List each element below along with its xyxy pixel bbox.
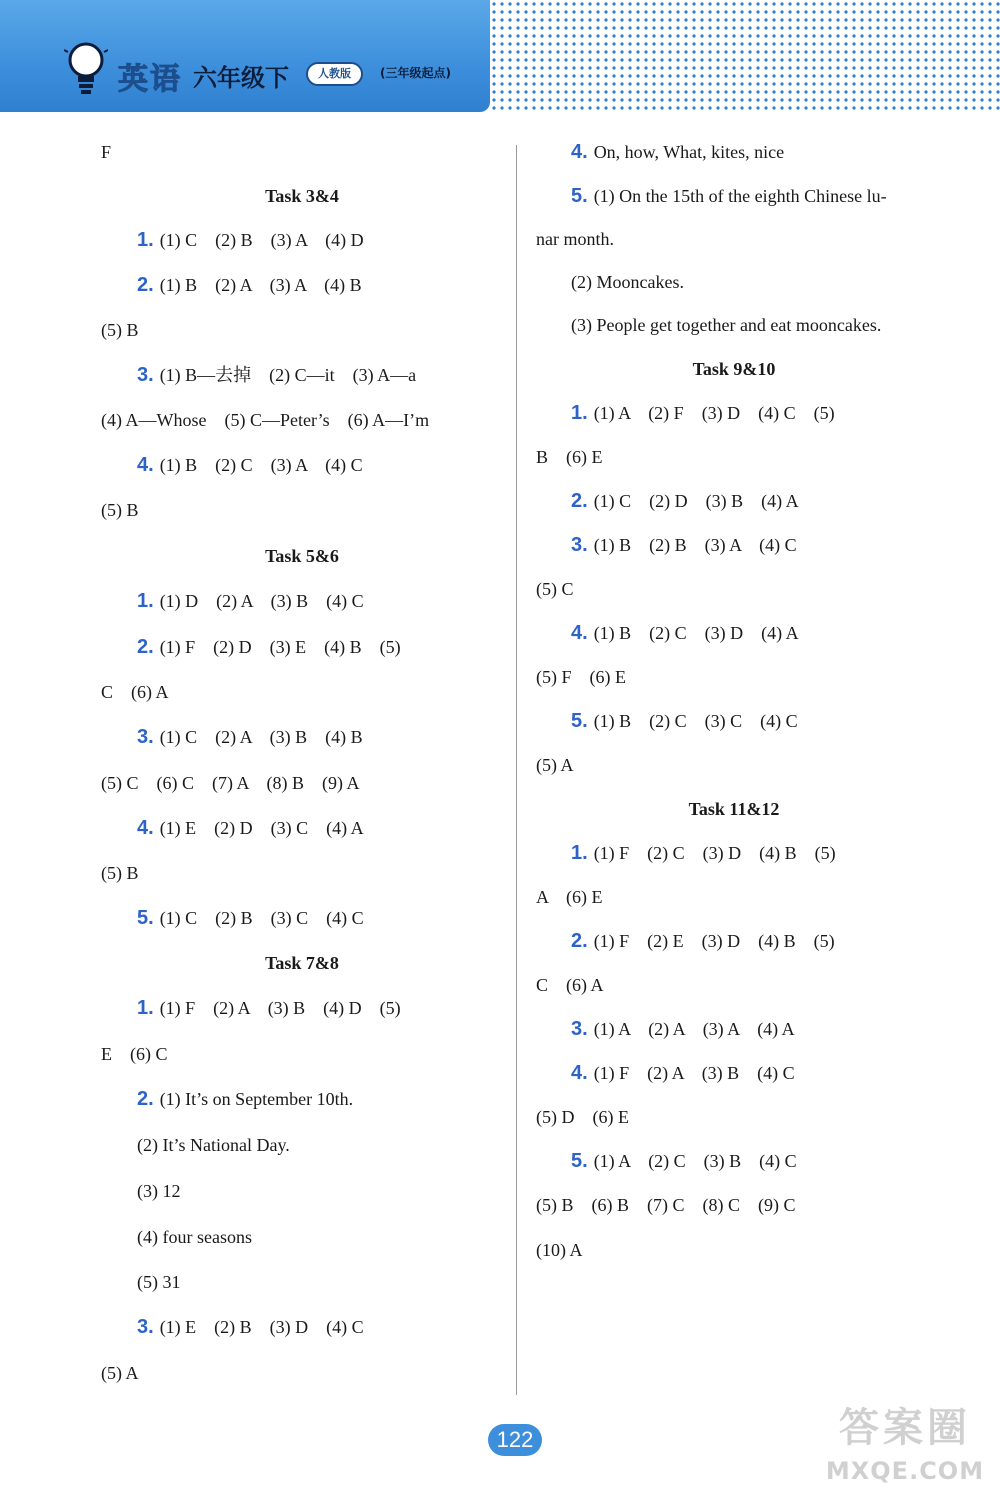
answer-line: (2) Mooncakes. xyxy=(571,272,684,292)
answer-line: (5) A xyxy=(536,755,574,775)
answer-line xyxy=(571,621,799,645)
question-number: 2. xyxy=(137,636,154,658)
edition-badge: 人教版 xyxy=(306,62,363,86)
answer-text: On, how, What, kites, nice xyxy=(593,142,785,162)
answer-line xyxy=(137,589,364,613)
task-heading: Task 11&12 xyxy=(688,799,780,819)
question-number: 2. xyxy=(571,490,588,512)
answer-line: B (6) E xyxy=(536,447,603,467)
dot-pattern xyxy=(490,0,1000,112)
answer-line: F xyxy=(101,142,112,162)
answer-line xyxy=(571,1061,795,1085)
answer-text: (1) C (2) B (3) A (4) D xyxy=(159,230,364,250)
answer-line xyxy=(571,841,836,865)
answer-text: (1) B (2) C (3) C (4) C xyxy=(593,711,798,731)
answer-line: (5) C (6) C (7) A (8) B (9) A xyxy=(101,773,360,793)
answer-text: (1) C (2) D (3) B (4) A xyxy=(593,491,799,511)
question-number: 5. xyxy=(137,907,154,929)
answer-line: (5) B xyxy=(101,863,139,883)
question-number: 3. xyxy=(137,726,154,748)
answer-line: C (6) A xyxy=(536,975,604,995)
watermark-logo-text: 答案圈 xyxy=(839,1405,971,1451)
question-number: 1. xyxy=(571,842,588,864)
answer-text: (1) F (2) A (3) B (4) C xyxy=(593,1063,795,1083)
answer-line: E (6) C xyxy=(101,1044,168,1064)
answer-line xyxy=(571,184,887,208)
question-number: 3. xyxy=(137,364,154,386)
answer-line: (4) four seasons xyxy=(137,1227,252,1247)
answer-text: (1) It’s on September 10th. xyxy=(159,1089,354,1109)
answer-text: (1) B (2) C (3) A (4) C xyxy=(159,455,363,475)
task-heading: Task 9&10 xyxy=(692,359,776,379)
answer-text: (1) A (2) C (3) B (4) C xyxy=(593,1151,797,1171)
question-number: 3. xyxy=(571,1018,588,1040)
answer-text: (1) A (2) A (3) A (4) A xyxy=(593,1019,795,1039)
answer-line xyxy=(137,453,363,477)
answer-line xyxy=(137,1315,364,1339)
answer-line: nar month. xyxy=(536,229,614,249)
question-number: 4. xyxy=(571,141,588,163)
answer-text: (1) E (2) B (3) D (4) C xyxy=(159,1317,364,1337)
answer-line xyxy=(137,906,364,930)
answer-line xyxy=(571,489,799,513)
answer-line: (10) A xyxy=(536,1240,583,1260)
answer-line xyxy=(571,533,797,557)
answer-line xyxy=(137,635,401,659)
answer-line xyxy=(571,401,835,425)
answer-line: (5) 31 xyxy=(137,1272,181,1292)
question-number: 3. xyxy=(137,1316,154,1338)
answer-line xyxy=(571,929,835,953)
watermark-url: MXQE.COM xyxy=(825,1457,985,1485)
answer-line: (5) A xyxy=(101,1363,139,1383)
column-divider xyxy=(516,145,517,1395)
watermark xyxy=(820,1400,990,1495)
task-heading: Task 3&4 xyxy=(265,186,339,206)
answer-line: (5) B (6) B (7) C (8) C (9) C xyxy=(536,1195,796,1215)
answer-line: C (6) A xyxy=(101,682,169,702)
question-number: 1. xyxy=(137,229,154,251)
answer-line: (3) People get together and eat mooncakes. xyxy=(571,315,882,335)
answer-line: A (6) E xyxy=(536,887,603,907)
question-number: 5. xyxy=(571,185,588,207)
answer-line: (5) F (6) E xyxy=(536,667,626,687)
answer-line: (5) B xyxy=(101,320,139,340)
question-number: 5. xyxy=(571,710,588,732)
question-number: 1. xyxy=(137,590,154,612)
answer-text: (1) D (2) A (3) B (4) C xyxy=(159,591,364,611)
answer-line: (3) 12 xyxy=(137,1181,181,1201)
question-number: 4. xyxy=(571,1062,588,1084)
answer-text: (1) B (2) A (3) A (4) B xyxy=(159,275,362,295)
question-number: 5. xyxy=(571,1150,588,1172)
answer-line xyxy=(137,725,363,749)
answer-line xyxy=(571,140,784,164)
answer-line: (5) C xyxy=(536,579,574,599)
answer-line xyxy=(571,1149,797,1173)
answer-line xyxy=(571,709,798,733)
answer-text: (1) B (2) C (3) D (4) A xyxy=(593,623,799,643)
edition-note: (三年级起点) xyxy=(380,66,451,80)
page-number: 122 xyxy=(488,1424,542,1456)
lightbulb-icon xyxy=(64,40,108,96)
answer-line xyxy=(137,1087,353,1111)
answer-text: (1) F (2) D (3) E (4) B (5) xyxy=(159,637,401,657)
answer-text: (1) F (2) A (3) B (4) D (5) xyxy=(159,998,401,1018)
answer-line xyxy=(571,1017,795,1041)
answer-text: (1) C (2) A (3) B (4) B xyxy=(159,727,363,747)
question-number: 4. xyxy=(137,817,154,839)
answer-text: (1) C (2) B (3) C (4) C xyxy=(159,908,364,928)
answer-text: (1) B (2) B (3) A (4) C xyxy=(593,535,797,555)
answer-text: (1) E (2) D (3) C (4) A xyxy=(159,818,364,838)
task-heading: Task 5&6 xyxy=(265,546,339,566)
question-number: 3. xyxy=(571,534,588,556)
answer-line: (5) D (6) E xyxy=(536,1107,629,1127)
book-grade: 六年级下 xyxy=(193,64,289,92)
question-number: 2. xyxy=(137,274,154,296)
header-banner xyxy=(0,0,490,112)
question-number: 1. xyxy=(571,402,588,424)
answer-text: (1) A (2) F (3) D (4) C (5) xyxy=(593,403,835,423)
answer-line xyxy=(137,273,362,297)
question-number: 4. xyxy=(137,454,154,476)
question-number: 4. xyxy=(571,622,588,644)
question-number: 1. xyxy=(137,997,154,1019)
answer-line: (5) B xyxy=(101,500,139,520)
answer-line xyxy=(137,228,364,252)
task-heading: Task 7&8 xyxy=(265,953,339,973)
answer-line: (4) A—Whose (5) C—Peter’s (6) A—I’m xyxy=(101,410,430,430)
answer-text: (1) F (2) C (3) D (4) B (5) xyxy=(593,843,836,863)
question-number: 2. xyxy=(137,1088,154,1110)
answer-line xyxy=(137,816,364,840)
question-number: 2. xyxy=(571,930,588,952)
answer-text: (1) F (2) E (3) D (4) B (5) xyxy=(593,931,835,951)
answer-line: (2) It’s National Day. xyxy=(137,1135,290,1155)
answer-line xyxy=(137,363,416,387)
answer-text: (1) On the 15th of the eighth Chinese lu- xyxy=(593,186,887,206)
answer-text: (1) B—去掉 (2) C—it (3) A—a xyxy=(159,365,417,385)
answer-line xyxy=(137,996,401,1020)
book-subject: 英语 xyxy=(118,62,182,97)
